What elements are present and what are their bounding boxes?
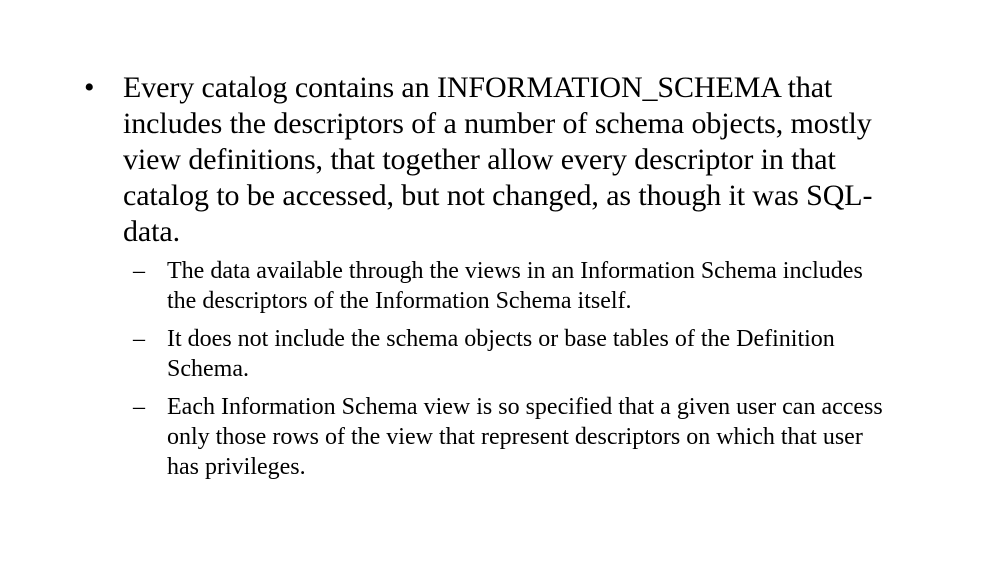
dash-marker: – — [133, 326, 145, 352]
main-bullet — [84, 70, 914, 250]
dash-marker: – — [133, 258, 145, 284]
sub-bullet-list — [133, 256, 913, 490]
bullet-marker: • — [84, 71, 95, 104]
sub-bullet-item — [133, 256, 913, 316]
sub-bullet-text: Each Information Schema view is so specified that a given user can access only those rows of the view that represent descriptors on which that user has privileges. — [167, 394, 883, 480]
sub-bullet-text: The data available through the views in an Information Schema includes the descriptors of the Information Schema itself. — [167, 258, 863, 314]
main-bullet-text: Every catalog contains an INFORMATION_SCHEMA that includes the descriptors of a number of schema objects, mostly view definitions, that together allow every descriptor in that catalog to be accessed, but not changed, as though it was SQL-data. — [123, 71, 873, 248]
sub-bullet-item — [133, 392, 913, 482]
sub-bullet-text: It does not include the schema objects or base tables of the Definition Schema. — [167, 326, 835, 382]
dash-marker: – — [133, 394, 145, 420]
sub-bullet-item — [133, 324, 913, 384]
